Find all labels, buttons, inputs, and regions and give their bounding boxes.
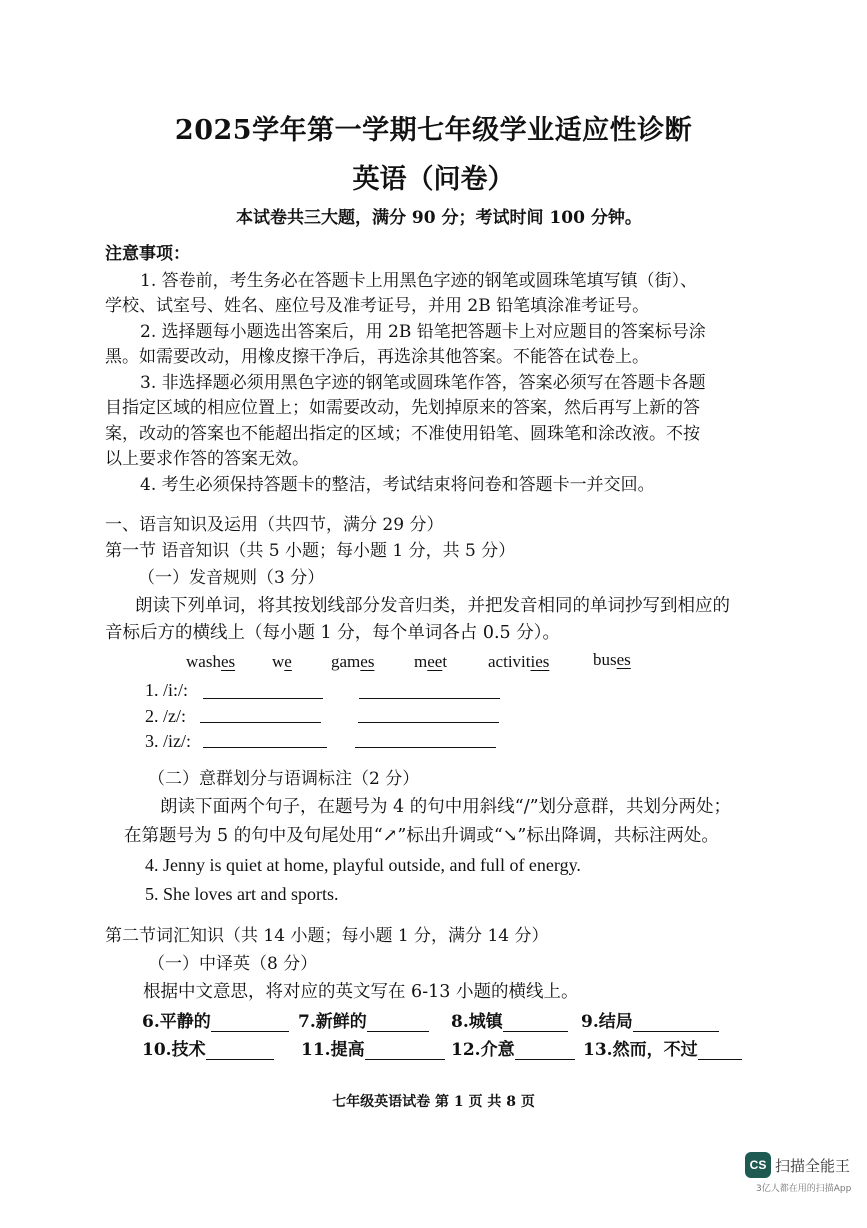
exam-subtitle: 英语（问卷） [352, 164, 515, 195]
sub1-heading: （一）发音规则（3 分） [138, 568, 325, 588]
answer-blank[interactable] [206, 1041, 274, 1060]
vocab-item: 10.技术 [142, 1040, 274, 1060]
answer-blank[interactable] [503, 1013, 568, 1032]
note-line: 3. 非选择题必须用黑色字迹的钢笔或圆珠笔作答，答案必须写在答题卡各题 [140, 373, 706, 393]
note-line: 1. 答卷前，考生务必在答题卡上用黑色字迹的钢笔或圆珠笔填写镇（街）、 [140, 271, 698, 291]
scanner-name: 扫描全能王 [775, 1156, 851, 1175]
instr-line: 朗读下面两个句子，在题号为 4 的句中用斜线“/”划分意群，共划分两处； [160, 797, 732, 817]
vocab-item: 9.结局 [581, 1012, 719, 1032]
note-line: 以上要求作答的答案无效。 [105, 449, 309, 469]
question-5: 5. She loves art and sports. [145, 884, 339, 904]
instr-line: 在第题号为 5 的句中及句尾处用“↗”标出升调或“↘”标出降调，共标注两处。 [124, 826, 719, 846]
section2-sub-heading: （一）中译英（8 分） [148, 954, 318, 974]
section1-heading: 第一节 语音知识（共 5 小题；每小题 1 分，共 5 分） [105, 541, 516, 561]
notes-heading: 注意事项： [105, 244, 190, 264]
vocab-item: 7.新鲜的 [298, 1012, 429, 1032]
note-line: 学校、试室号、姓名、座位号及准考证号，并用 2B 铅笔填涂准考证号。 [105, 296, 650, 316]
answer-blank[interactable] [367, 1013, 429, 1032]
sub2-heading: （二）意群划分与语调标注（2 分） [148, 769, 420, 789]
vocab-item: 6.平静的 [142, 1012, 289, 1032]
answer-blank[interactable] [698, 1041, 742, 1060]
part1-heading: 一、语言知识及运用（共四节，满分 29 分） [105, 515, 444, 535]
vocab-item: 12.介意 [451, 1040, 575, 1060]
instr-line: 音标后方的横线上（每小题 1 分，每个单词各占 0.5 分）。 [105, 623, 560, 643]
question-4: 4. Jenny is quiet at home, playful outside, and full of energy. [145, 855, 581, 875]
answer-blank[interactable] [355, 729, 496, 748]
answer-blank[interactable] [358, 704, 499, 723]
answer-blank[interactable] [633, 1013, 719, 1032]
word-meet: meet [414, 652, 448, 671]
phonetic-label: 1. /i:/: [145, 680, 189, 700]
answer-blank[interactable] [200, 704, 321, 723]
answer-blank[interactable] [515, 1041, 575, 1060]
note-line: 案，改动的答案也不能超出指定的区域；不准使用铅笔、圆珠笔和涂改液。不按 [105, 424, 700, 444]
answer-blank[interactable] [359, 680, 500, 699]
section2-heading: 第二节词汇知识（共 14 小题；每小题 1 分，满分 14 分） [105, 926, 549, 946]
note-line: 2. 选择题每小题选出答案后，用 2B 铅笔把答题卡上对应题目的答案标号涂 [140, 322, 706, 342]
word-we: we [272, 652, 292, 671]
answer-blank[interactable] [203, 680, 323, 699]
note-line: 4. 考生必须保持答题卡的整洁，考试结束将问卷和答题卡一并交回。 [140, 475, 655, 495]
scanner-watermark [745, 1152, 850, 1178]
vocab-item: 8.城镇 [451, 1012, 568, 1032]
scanner-tagline: 3亿人都在用的扫描App [756, 1184, 852, 1194]
exam-title: 2025学年第一学期七年级学业适应性诊断 [174, 115, 693, 146]
vocab-item: 13.然而，不过 [583, 1040, 742, 1060]
note-line: 目指定区域的相应位置上；如需要改动，先划掉原来的答案，然后再写上新的答 [105, 398, 700, 418]
answer-blank[interactable] [211, 1013, 289, 1032]
word-activities: activities [488, 652, 550, 671]
word-buses: buses [593, 650, 631, 669]
phonetic-label: 2. /z/: [145, 706, 186, 726]
word-washes: washes [186, 652, 236, 671]
instr-line: 朗读下列单词，将其按划线部分发音归类，并把发音相同的单词抄写到相应的 [135, 596, 730, 616]
answer-blank[interactable] [203, 729, 327, 748]
note-line: 黑。如需要改动，用橡皮擦干净后，再选涂其他答案。不能答在试卷上。 [105, 347, 649, 367]
exam-info: 本试卷共三大题，满分 90 分；考试时间 100 分钟。 [236, 208, 642, 228]
vocab-item: 11.提高 [301, 1040, 445, 1060]
word-games: games [331, 652, 375, 671]
phonetic-label: 3. /iz/: [145, 731, 191, 751]
answer-blank[interactable] [365, 1041, 445, 1060]
scanner-logo-icon: CS [745, 1152, 771, 1178]
page-footer: 七年级英语试卷 第 1 页 共 8 页 [332, 1094, 535, 1110]
section2-instr: 根据中文意思，将对应的英文写在 6-13 小题的横线上。 [143, 982, 579, 1002]
